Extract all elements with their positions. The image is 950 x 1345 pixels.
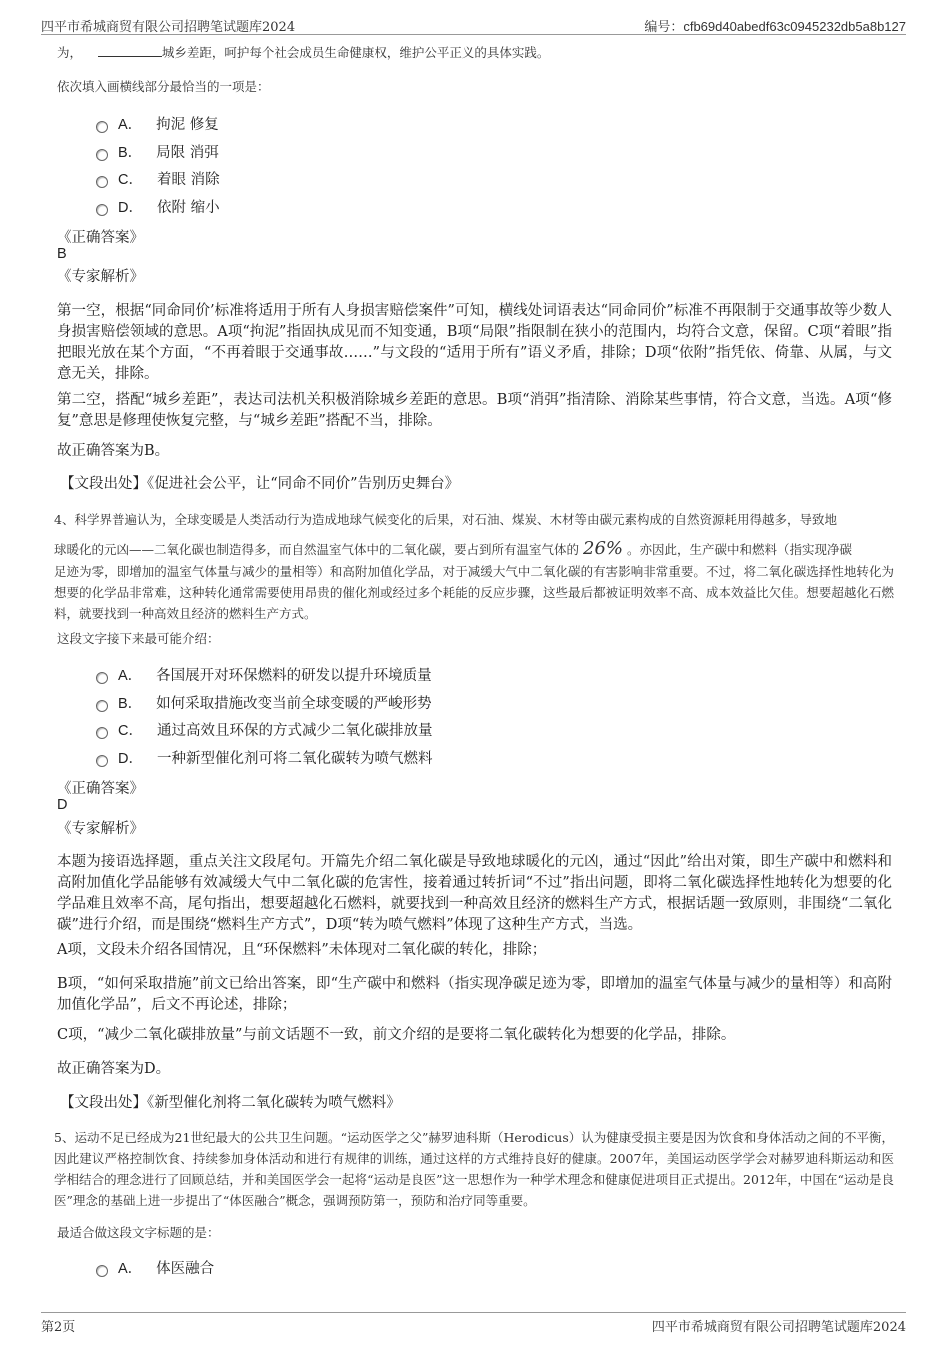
q4-source: 【文段出处】《新型催化剂将二氧化碳转为喷气燃料》	[60, 1095, 401, 1111]
footer-title: 四平市希城商贸有限公司招聘笔试题库2024	[651, 1320, 906, 1335]
q3-prompt: 依次填入画横线部分最恰当的一项是：	[57, 79, 270, 94]
q4-answer: D	[57, 797, 68, 813]
q5-prompt: 最适合做这段文字标题的是：	[57, 1225, 220, 1240]
q3-continuation: 为， 城乡差距，呵护每个社会成员生命健康权，维护公平正义的具体实践。	[57, 45, 550, 60]
q3-answer: B	[57, 246, 67, 262]
q3-analysis-para-2: 第二空，搭配“城乡差距”，表达司法机关积极消除城乡差距的意思。B项“消弭”指清除、消除某些事情，符合文意，当选。A项“修复”意思是修理使恢复完整，与“城乡差距”搭配不当，排除。	[57, 392, 892, 429]
q4-option-d[interactable]: D． 一种新型催化剂可将二氧化碳转为喷气燃料	[96, 748, 432, 770]
q4-option-b[interactable]: B． 如何采取措施改变当前全球变暖的严峻形势	[96, 693, 432, 715]
radio-icon[interactable]	[96, 672, 108, 684]
page-number: 第2页	[41, 1320, 76, 1335]
q3-analysis-conclusion: 故正确答案为B。	[57, 443, 170, 459]
radio-icon[interactable]	[96, 755, 108, 767]
q4-analysis-conclusion: 故正确答案为D。	[57, 1061, 171, 1077]
q4-analysis-para-2: A项，文段未介绍各国情况，且“环保燃料”未体现对二氧化碳的转化，排除；	[57, 942, 547, 958]
q3-analysis-para-1: 第一空，根据“同命同价’标准将适用于所有人身损害赔偿案件”可知，横线处词语表达“同命同价”标准不再限制于交通事故等少数人身损害赔偿领域的意思。A项“拘泥”指固执成见而不知变通，B项“局限”指限制在狭小的范围内，均符合文意，保留。C项“着眼”指把眼光放在某个方面，“不再着眼于交通事故……”与文段的“适用于所有”语义矛盾，排除；D项“依附”指凭依、倚靠、从属，与文意无关，排除。	[57, 303, 892, 382]
radio-icon[interactable]	[96, 1265, 108, 1277]
q3-source: 【文段出处】《促进社会公平，让“同命不同价”告别历史舞台》	[60, 476, 460, 492]
q4-prompt: 这段文字接下来最可能介绍：	[57, 631, 220, 646]
radio-icon[interactable]	[96, 204, 108, 216]
q5-stem: 5、运动不足已经成为21世纪最大的公共卫生问题。“运动医学之父”赫罗迪科斯（Herodicus）认为健康受损主要是因为饮食和身体活动之间的不平衡，因此建议严格控制饮食、持续参加身体活动和进行有规律的训练，通过这样的方式维持良好的健康。2007年，美国运动医学学会对赫罗迪科斯运动和医学相结合的理念进行了回顾总结，并和美国医学会一起将“运动是良医”这一思想作为一种学术理念和健康促进项目正式提出。2012年，中国在“运动是良医”理念的基础上进一步提出了“体医融合”概念，强调预防第一，预防和治疗同等重要。	[54, 1130, 894, 1208]
q3-answer-label: 《正确答案》	[57, 230, 144, 246]
q3-option-c[interactable]: C． 着眼 消除	[96, 169, 220, 191]
q3-option-d[interactable]: D． 依附 缩小	[96, 197, 220, 219]
q4-option-a[interactable]: A． 各国展开对环保燃料的研发以提升环境质量	[96, 665, 432, 687]
radio-icon[interactable]	[96, 149, 108, 161]
q3-option-a[interactable]: A． 拘泥 修复	[96, 114, 219, 136]
q4-option-c[interactable]: C． 通过高效且环保的方式减少二氧化碳排放量	[96, 720, 432, 742]
q4-analysis-para-1: 本题为接语选择题，重点关注文段尾句。开篇先介绍二氧化碳是导致地球暖化的元凶，通过“因此”给出对策，即生产碳中和燃料和高附加值化学品能够有效减缓大气中二氧化碳的危害性，接着通过转折词“不过”指出问题，即将二氧化碳选择性地转化为想要的化学品难且效率不高，尾句指出，想要超越化石燃料，就要找到一种高效且经济的燃料生产方式，根据话题一致原则，非围绕“二氧化碳”进行介绍，而是围绕“燃料生产方式”，D项“转为喷气燃料”体现了这种生产方式，当选。	[57, 854, 892, 933]
radio-icon[interactable]	[96, 700, 108, 712]
q4-analysis-para-3: B项，“如何采取措施”前文已给出答案，即“生产碳中和燃料（指实现净碳足迹为零，即增加的温室气体量与减少的量相等）和高附加值化学品”，后文不再论述，排除；	[57, 976, 892, 1013]
page-header	[41, 14, 906, 35]
radio-icon[interactable]	[96, 727, 108, 739]
percent-value: 26%	[583, 538, 624, 559]
q5-option-a[interactable]: A． 体医融合	[96, 1258, 214, 1280]
header-doc-id: 编号：cfb69d40abedf63c0945232db5a8b127	[644, 19, 906, 34]
fill-blank	[98, 44, 162, 57]
radio-icon[interactable]	[96, 121, 108, 133]
page-footer	[41, 1312, 906, 1335]
radio-icon[interactable]	[96, 176, 108, 188]
q4-analysis-label: 《专家解析》	[57, 821, 144, 837]
q4-stem: 4、科学界普遍认为，全球变暖是人类活动行为造成地球气候变化的后果，对石油、煤炭、木材等由碳元素构成的自然资源耗用得越多，导致地 球暖化的元凶——二氧化碳也制造得多，而自然温室气体中的二氧化碳，要占到所有温室气体的 26% 。亦因此，生产碳中和燃料（指实现净碳 足迹为零，即增加的温室气体量与减少的量相等）和高附加值化学品，对于减缓大气中二氧化碳的有害影响非常重要。不过，将二氧化碳选择性地转化为想要的化学品非常难，这种转化通常需要使用昂贵的催化剂或经过多个耗能的反应步骤，这些最后都被证明效率不高、成本效益比欠佳。想要超越化石燃料，就要找到一种高效且经济的燃料生产方式。	[54, 512, 894, 621]
q3-analysis-label: 《专家解析》	[57, 269, 144, 285]
header-title: 四平市希城商贸有限公司招聘笔试题库2024	[41, 20, 296, 35]
q4-analysis-para-4: C项，“减少二氧化碳排放量”与前文话题不一致，前文介绍的是要将二氧化碳转化为想要的化学品，排除。	[57, 1027, 736, 1043]
q3-option-b[interactable]: B． 局限 消弭	[96, 142, 219, 164]
q4-answer-label: 《正确答案》	[57, 781, 144, 797]
